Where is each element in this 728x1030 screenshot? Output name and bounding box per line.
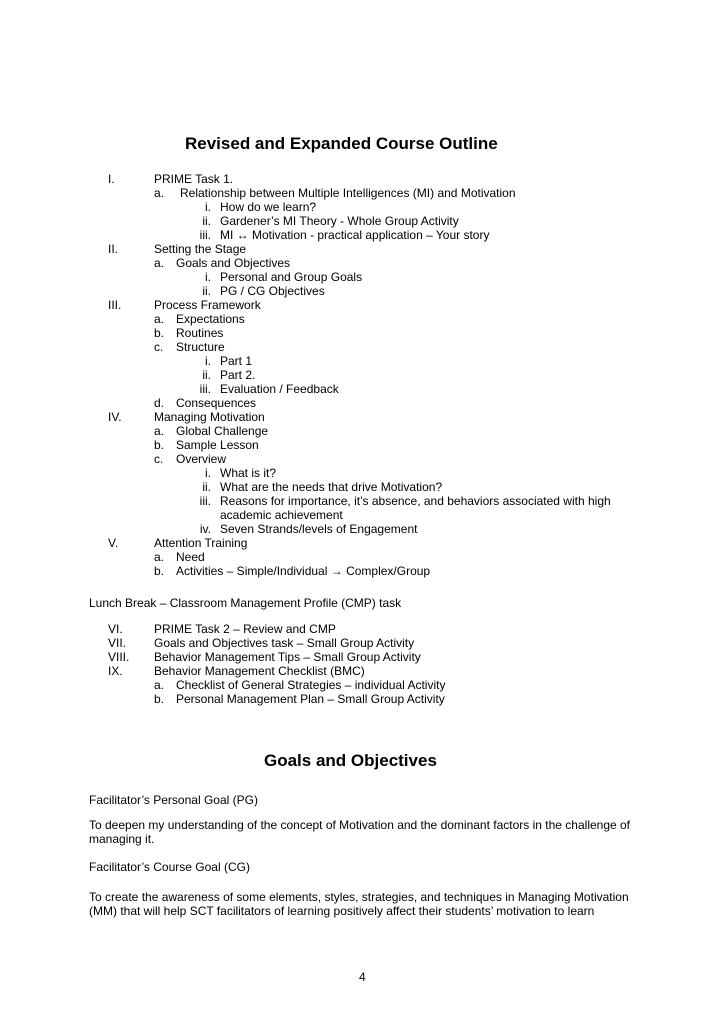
subitem-text: MI ↔ Motivation - practical application – Your story xyxy=(220,228,490,242)
subitem-marker: iii. xyxy=(199,382,211,396)
section-number: III. xyxy=(108,298,122,312)
subitem-marker: i. xyxy=(205,466,211,480)
subitem-text: Evaluation / Feedback xyxy=(220,382,339,396)
subitem-text: Reasons for importance, it’s absence, and behaviors associated with high xyxy=(220,494,611,508)
section-title: PRIME Task 2 – Review and CMP xyxy=(154,622,336,636)
lunch-break-line: Lunch Break – Classroom Management Profile (CMP) task xyxy=(89,596,402,610)
goals-title: Goals and Objectives xyxy=(264,751,437,770)
item-marker: b. xyxy=(154,692,165,706)
subitem-text: Part 1 xyxy=(220,354,253,368)
item-marker: b. xyxy=(154,564,165,578)
subitem-text: Part 2. xyxy=(220,368,256,382)
section-number: I. xyxy=(108,172,115,186)
subitem-text: PG / CG Objectives xyxy=(220,284,325,298)
section-title: Behavior Management Tips – Small Group Activity xyxy=(154,650,421,664)
item-text: Structure xyxy=(176,340,225,354)
subitem-text-continued: academic achievement xyxy=(220,508,343,522)
subitem-text: Gardener’s MI Theory - Whole Group Activity xyxy=(220,214,459,228)
pg-label: Facilitator’s Personal Goal (PG) xyxy=(89,793,258,807)
item-marker: a. xyxy=(154,256,165,270)
subitem-text: What is it? xyxy=(220,466,277,480)
item-marker: d. xyxy=(154,396,165,410)
item-text: Overview xyxy=(176,452,227,466)
page-number: 4 xyxy=(359,970,366,984)
section-number: VIII. xyxy=(108,650,130,664)
section-title: Behavior Management Checklist (BMC) xyxy=(154,664,365,678)
subitem-marker: i. xyxy=(205,354,211,368)
subitem-marker: iv. xyxy=(199,522,211,536)
subitem-text: Personal and Group Goals xyxy=(220,270,363,284)
item-marker: a. xyxy=(154,186,165,200)
section-number: IX. xyxy=(108,664,123,678)
section-number: II. xyxy=(108,242,119,256)
section-title: Setting the Stage xyxy=(154,242,247,256)
item-text: Goals and Objectives xyxy=(176,256,291,270)
item-marker: a. xyxy=(154,550,165,564)
item-text: Personal Management Plan – Small Group Activity xyxy=(176,692,445,706)
subitem-text: Seven Strands/levels of Engagement xyxy=(220,522,418,536)
subitem-marker: i. xyxy=(205,200,211,214)
subitem-marker: ii. xyxy=(202,284,211,298)
section-title: Goals and Objectives task – Small Group Activity xyxy=(154,636,415,650)
outline-title: Revised and Expanded Course Outline xyxy=(185,134,498,153)
item-text: Routines xyxy=(176,326,224,340)
item-text: Relationship between Multiple Intelligences (MI) and Motivation xyxy=(180,186,516,200)
section-title: Managing Motivation xyxy=(154,410,265,424)
section-number: VII. xyxy=(108,636,127,650)
subitem-marker: iii. xyxy=(199,228,211,242)
cg-text: To create the awareness of some elements, styles, strategies, and techniques in Managing Motivation (MM) that will help SCT facilitators of learning positively affect their students’ motivation to learn xyxy=(89,890,629,918)
subitem-marker: iii. xyxy=(199,494,211,508)
subitem-marker: ii. xyxy=(202,214,211,228)
item-marker: b. xyxy=(154,326,165,340)
section-title: PRIME Task 1. xyxy=(154,172,234,186)
section-title: Process Framework xyxy=(154,298,261,312)
subitem-text: How do we learn? xyxy=(220,200,317,214)
item-text: Consequences xyxy=(176,396,257,410)
subitem-marker: i. xyxy=(205,270,211,284)
section-number: V. xyxy=(108,536,119,550)
item-marker: c. xyxy=(154,452,164,466)
item-marker: a. xyxy=(154,678,165,692)
item-marker: c. xyxy=(154,340,164,354)
subitem-text: What are the needs that drive Motivation? xyxy=(220,480,443,494)
section-number: VI. xyxy=(108,622,123,636)
subitem-marker: ii. xyxy=(202,368,211,382)
cg-label: Facilitator’s Course Goal (CG) xyxy=(89,860,250,874)
item-text: Activities – Simple/Individual → Complex/Group xyxy=(176,564,431,578)
section-number: IV. xyxy=(108,410,122,424)
item-text: Sample Lesson xyxy=(176,438,259,452)
item-text: Global Challenge xyxy=(176,424,269,438)
item-text: Need xyxy=(176,550,205,564)
pg-text: To deepen my understanding of the concept of Motivation and the dominant factors in the challenge of managing it. xyxy=(89,818,631,846)
subitem-marker: ii. xyxy=(202,480,211,494)
item-text: Expectations xyxy=(176,312,245,326)
section-title: Attention Training xyxy=(154,536,248,550)
item-marker: a. xyxy=(154,424,165,438)
item-marker: b. xyxy=(154,438,165,452)
item-text: Checklist of General Strategies – individual Activity xyxy=(176,678,446,692)
item-marker: a. xyxy=(154,312,165,326)
